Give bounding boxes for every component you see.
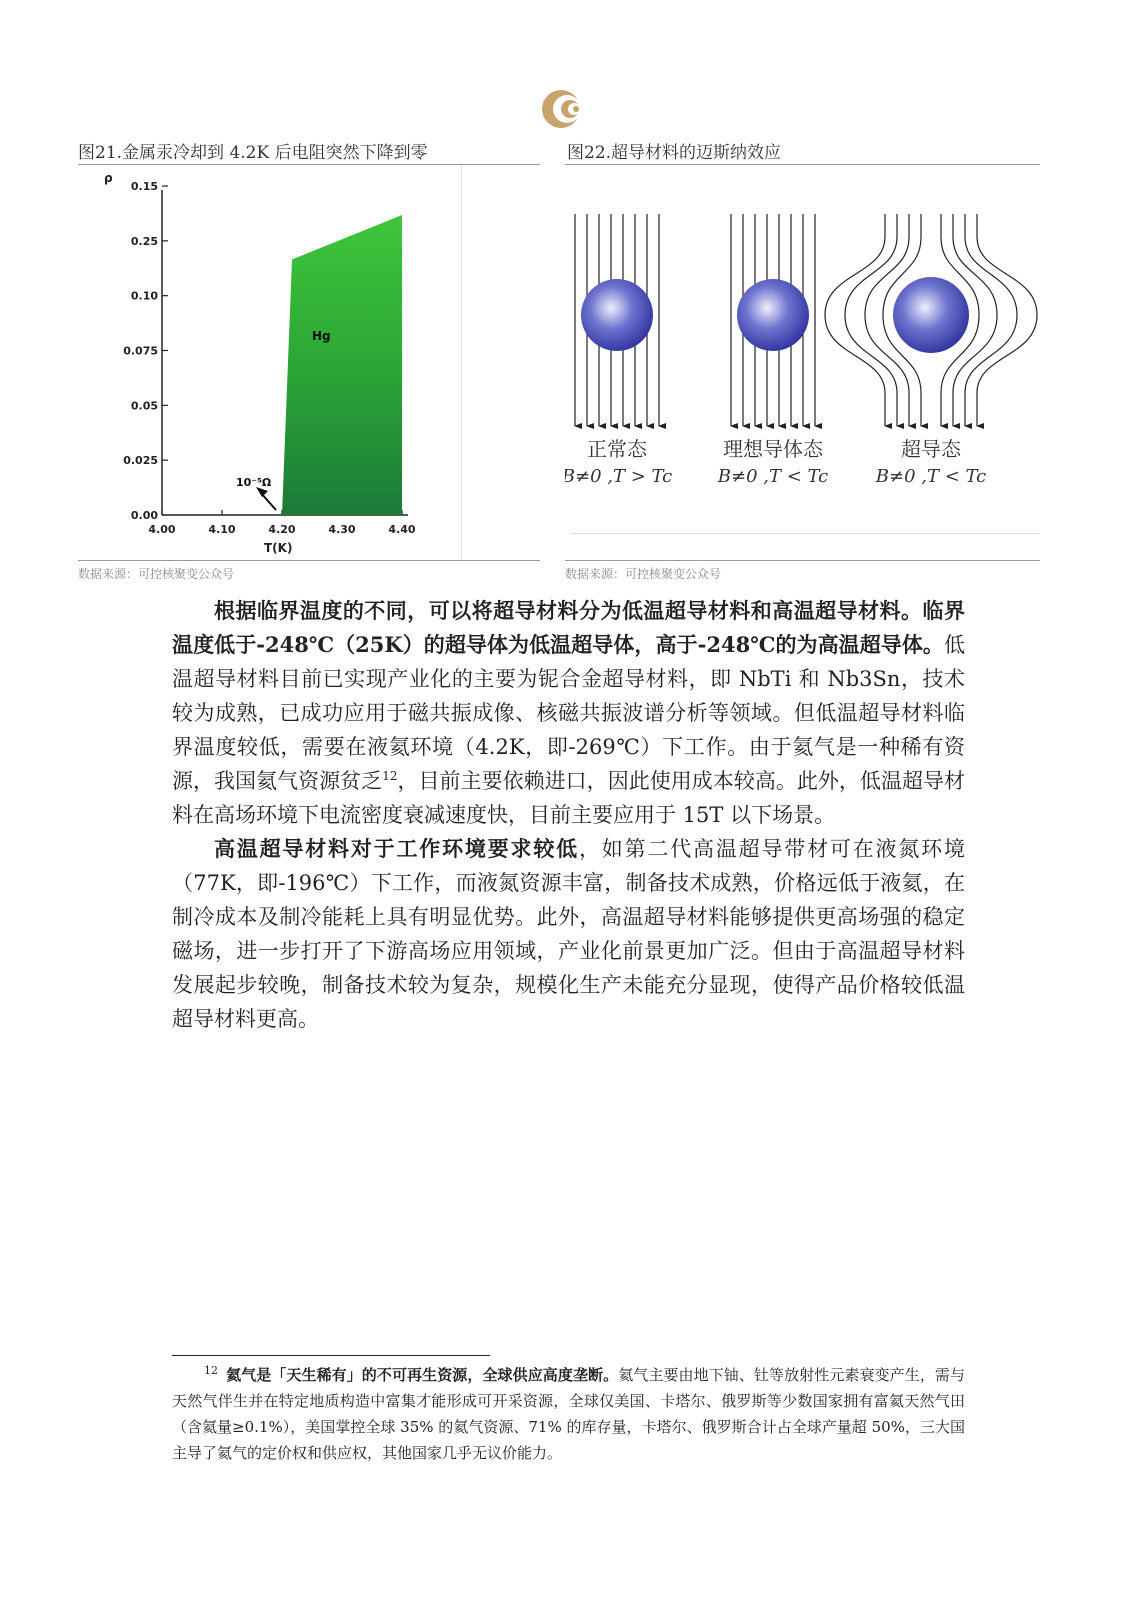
company-logo-icon xyxy=(540,86,586,132)
figure21-title: 图21.金属汞冷却到 4.2K 后电阻突然下降到零 xyxy=(78,143,428,163)
panel-label-normal: 正常态 xyxy=(587,437,647,461)
x-tick-label: 4.20 xyxy=(268,523,296,536)
figure22-source: 数据来源：可控核聚变公众号 xyxy=(565,567,722,581)
figure22-top-rule xyxy=(565,164,1040,165)
panel-condition-ideal: B≠0 ,T < Tc xyxy=(717,466,829,487)
resistance-chart xyxy=(78,170,540,560)
paragraph-2-text: ，如第二代高温超导带材可在液氮环境（77K，即-196℃）下工作，而液氮资源丰富，制备技术成熟，价格远低于液氦，在制冷成本及制冷能耗上具有明显优势。此外，高温超导材料能够提供更高场强的稳定磁场，进一步打开了下游高场应用领域，产业化前景更加广泛。但由于高温超导材料发展起步较晚，制备技术较为复杂，规模化生产未能充分显现，使得产品价格较低温超导材料更高。 xyxy=(172,837,965,1031)
figure22-bottom-rule xyxy=(565,560,1040,561)
resistance-annotation: 10⁻⁵Ω xyxy=(236,476,272,489)
y-tick-label: 0.05 xyxy=(130,399,158,413)
sphere-superconductor xyxy=(893,277,969,353)
figure21-bottom-rule xyxy=(78,560,540,561)
hg-resistance-area xyxy=(282,215,402,515)
x-tick-label: 4.30 xyxy=(328,523,356,536)
sphere-ideal-conductor xyxy=(737,279,809,351)
sphere-normal xyxy=(581,279,653,351)
y-tick-label: 0.075 xyxy=(123,344,158,358)
footnote-text: 氦气主要由地下铀、钍等放射性元素衰变产生，需与天然气伴生并在特定地质构造中富集才能形成可开采资源，全球仅美国、卡塔尔、俄罗斯等少数国家拥有富氦天然气田（含氦量≥0.1%），美国掌控全球 35% 的氦气资源、71% 的库存量，卡塔尔、俄罗斯合计占全球产量超 50%，三大国主导了氦气的定价权和供应权，其他国家几乎无议价能力。 xyxy=(172,1366,965,1462)
series-label-hg: Hg xyxy=(312,329,331,343)
paragraph-2 xyxy=(172,832,965,1036)
figure21-source: 数据来源：可控核聚变公众号 xyxy=(78,567,235,581)
y-tick-label: 0.025 xyxy=(123,454,158,468)
figure21-top-rule xyxy=(78,164,540,165)
figure22-title: 图22.超导材料的迈斯纳效应 xyxy=(567,143,782,163)
panel-label-superconductor: 超导态 xyxy=(901,437,961,461)
field-line-superconductor xyxy=(977,214,1037,426)
y-axis-label: ρ xyxy=(104,171,113,185)
x-tick-label: 4.00 xyxy=(148,523,176,536)
paragraph-1-text-b: ，目前主要依赖进口，因此使用成本较高。此外，低温超导材料在高场环境下电流密度衰减速度快，目前主要应用于 15T 以下场景。 xyxy=(172,769,966,827)
field-line-superconductor xyxy=(965,214,1017,426)
body-text xyxy=(172,594,965,1036)
figure21-chart xyxy=(78,170,540,560)
x-axis-label: T(K) xyxy=(264,541,293,555)
y-tick-label: 0.25 xyxy=(130,234,158,248)
field-line-superconductor xyxy=(825,214,885,426)
figure22-divider xyxy=(570,533,1040,534)
y-tick-label: 0.10 xyxy=(130,289,158,303)
meissner-effect-diagram xyxy=(565,172,1040,532)
footnote-bold: 氦气是「天生稀有」的不可再生资源，全球供应高度垄断。 xyxy=(226,1366,619,1384)
footnote-number: 12 xyxy=(204,1364,218,1377)
field-line-superconductor xyxy=(845,214,897,426)
paragraph-1-bold: 根据临界温度的不同，可以将超导材料分为低温超导材料和高温超导材料。临界温度低于-248℃（25K）的超导体为低温超导体，高于-248℃的为高温超导体。 xyxy=(172,598,965,657)
paragraph-1 xyxy=(172,594,965,832)
footnote-ref[interactable]: 12 xyxy=(382,769,398,783)
panel-condition-normal: B≠0 ,T > Tc xyxy=(565,466,673,487)
meissner-diagram xyxy=(565,172,1040,532)
y-tick-label: 0.00 xyxy=(130,509,158,522)
footnote xyxy=(172,1362,965,1466)
panel-condition-superconductor: B≠0 ,T < Tc xyxy=(875,466,987,487)
paragraph-1-text-a: 低温超导材料目前已实现产业化的主要为铌合金超导材料，即 NbTi 和 Nb3Sn，技术较为成熟，已成功应用于磁共振成像、核磁共振波谱分析等领域。但低温超导材料临界温度较低，需要在液氦环境（4.2K，即-269℃）下工作。由于氦气是一种稀有资源，我国氦气资源贫乏 xyxy=(172,633,965,793)
x-tick-label: 4.10 xyxy=(208,523,236,536)
figure21-divider xyxy=(461,165,462,561)
paragraph-2-bold: 高温超导材料对于工作环境要求较低 xyxy=(214,836,579,861)
x-tick-label: 4.40 xyxy=(388,523,416,536)
footnote-rule xyxy=(172,1355,490,1356)
panel-label-ideal: 理想导体态 xyxy=(723,437,823,461)
y-tick-label: 0.15 xyxy=(130,180,158,193)
